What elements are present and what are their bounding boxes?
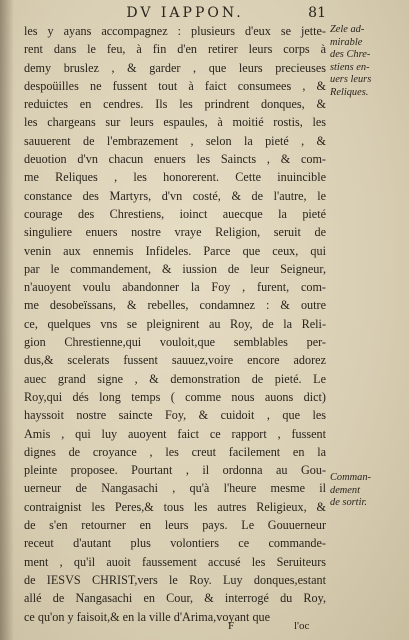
text-line: me Reliques , les honorerent. Cette inuincible	[24, 170, 326, 185]
text-line: dignes de croyance , les creut facilement en la	[24, 444, 326, 459]
margin-note-line: de sortir.	[330, 497, 367, 508]
text-line: constance des Martyrs, d'vn costé, & de l'autre, le	[24, 188, 326, 203]
gutter-shadow	[0, 0, 14, 640]
margin-note-line: Zele ad-	[330, 24, 365, 35]
margin-note-line: Reliques.	[330, 86, 369, 98]
margin-note-line: dement	[330, 484, 361, 496]
text-line: ce qu'on y faisoit,& en la ville d'Arima,voyant que	[24, 609, 271, 624]
text-line: deuotion d'vn chacun enuers les Saincts , & com-	[24, 152, 326, 167]
margin-note-line: stiens en-	[330, 61, 370, 73]
text-line: dus,& scelerats fussent sauuez,voire encore adorez	[24, 353, 326, 368]
text-line: ce, quelques vns se pleignirent au Roy, de la Reli-	[24, 316, 326, 331]
margin-note-commandement	[330, 472, 406, 510]
text-line: despoüilles ne fussent tout à faict consumees , &	[24, 78, 326, 93]
signature-mark: F	[228, 620, 235, 632]
text-line: gion Chrestienne,qui vouloit,que semblables per-	[24, 335, 326, 350]
page-number: 81	[308, 5, 326, 21]
text-line: contraignist les Peres,& tous les autres Religieux, &	[24, 499, 326, 514]
body-text	[24, 22, 326, 626]
text-line: venin aux ennemis Infideles. Parce que ceux, qui	[24, 243, 326, 258]
text-line: les y ayans accompagnez : plusieurs d'eux se jette-	[24, 24, 326, 38]
text-line: courage des Chrestiens, ioinct auecque la pieté	[24, 206, 326, 221]
catchword: l'oc	[294, 620, 310, 632]
text-line: allé de Nangasachi en Cour, & interrogé du Roy,	[24, 591, 326, 606]
margin-note-zele	[330, 24, 406, 99]
text-line: pleinte proposee. Pourtant , il ordonna au Gou-	[24, 463, 326, 478]
text-line: Amis , qui luy auoyent faict ce rapport , fussent	[24, 426, 326, 441]
text-line: n'auoyent voulu abandonner la Foy , furent, com-	[24, 280, 326, 295]
text-line: receut d'autant plus volontiers ce commande-	[24, 536, 326, 551]
running-head: DV IAPPON.	[126, 5, 244, 21]
margin-note-line: des Chre-	[330, 49, 371, 60]
text-line: reduictes en cendres. Ils les prindrent donques, &	[24, 97, 326, 112]
margin-note-line: mirable	[330, 36, 363, 48]
text-line: hayssoit nostre saincte Foy, & cuidoit , que les	[24, 408, 326, 423]
text-line: sauuerent de l'embrazement , selon la pieté , &	[24, 133, 326, 148]
text-line: ment , qu'il auoit faussement accusé les Seruiteurs	[24, 554, 326, 569]
text-line: rent dans le feu, à fin d'en retirer leurs corps à	[24, 42, 326, 57]
text-line: auec grand signe , & demonstration de pieté. Le	[24, 371, 326, 386]
margin-note-line: uers leurs	[330, 74, 372, 85]
text-line: demy bruslez , & garder , que leurs precieuses	[24, 60, 326, 75]
text-line: par le commandement, & iussion de leur Seigneur,	[24, 261, 326, 276]
text-line: singuliere enuers nostre vraye Religion, seruit de	[24, 225, 326, 240]
margin-note-line: Comman-	[330, 472, 371, 483]
text-line: de IESVS CHRIST,vers le Roy. Luy donques,estant	[24, 572, 326, 587]
text-line: me desobeïssans, & rebelles, condamnez : & outre	[24, 298, 326, 313]
text-line: uerneur de Nangasachi , qu'à l'heure mesme il	[24, 481, 326, 496]
text-line: de s'en retourner en leurs pays. Le Gouuerneur	[24, 518, 326, 533]
text-line: les chargeans sur leurs espaules, à moitié rostis, les	[24, 115, 326, 130]
text-line: Roy,qui dés long temps ( comme nous auons dict)	[24, 389, 326, 404]
